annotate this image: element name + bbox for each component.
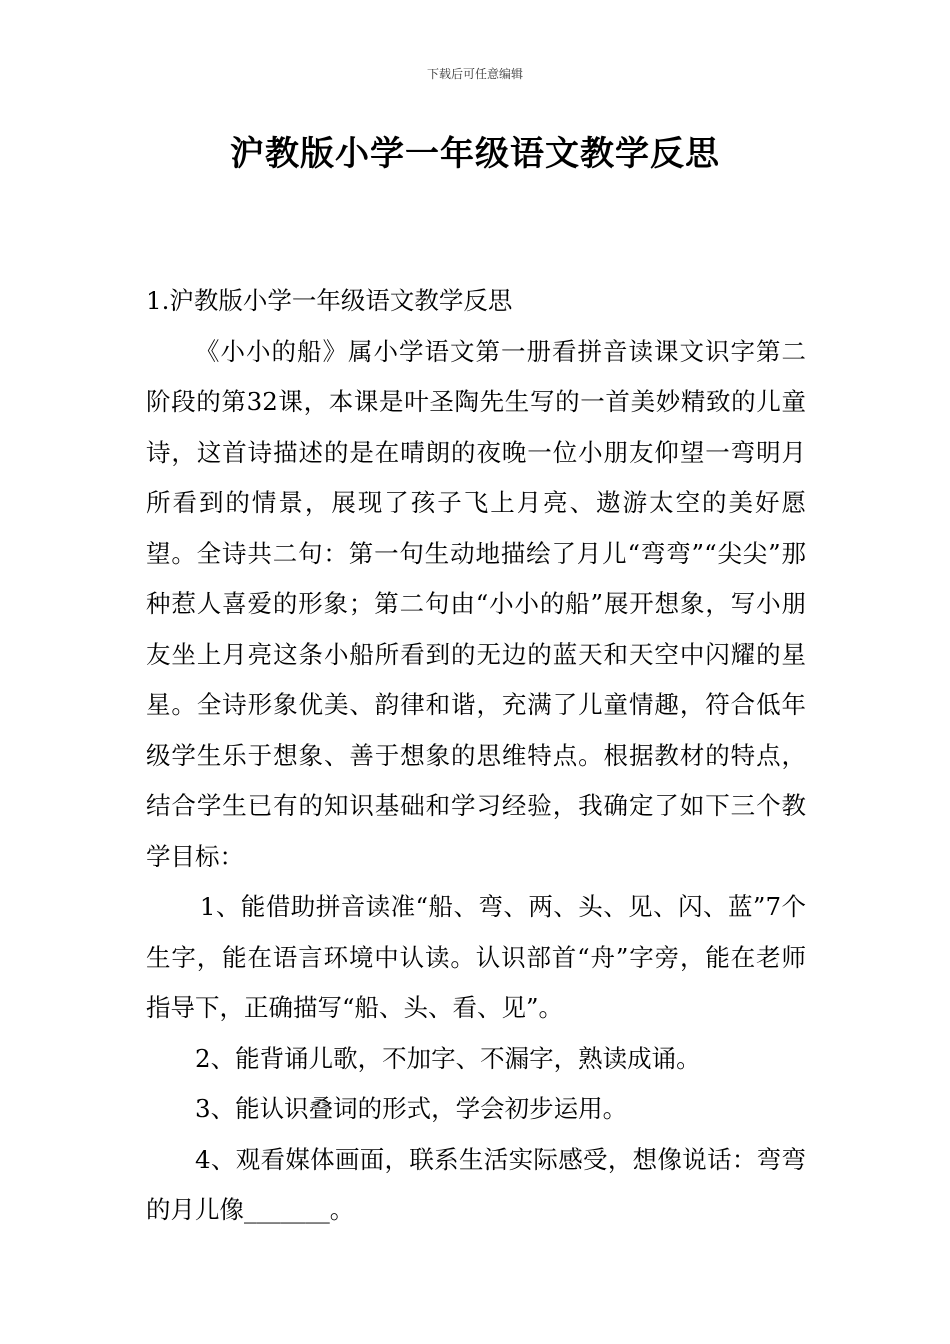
section-heading: 1.沪教版小学一年级语文教学反思 [146, 286, 513, 315]
header-note: 下载后可任意编辑 [426, 67, 523, 81]
goal-item-4: 4、观看媒体画面，联系生活实际感受，想像说话：弯弯的月儿像_______。 [146, 1144, 806, 1224]
goal-item-2: 2、能背诵儿歌，不加字、不漏字，熟读成诵。 [195, 1043, 701, 1073]
goal-item-3: 3、能认识叠词的形式，学会初步运用。 [195, 1094, 628, 1123]
document-title: 沪教版小学一年级语文教学反思 [230, 134, 720, 174]
goal-item-1: 1、能借助拼音读准“船、弯、两、头、见、闪、蓝”7个生字，能在语言环境中认读。认识部首“舟”字旁，能在老师指导下，正确描写“船、头、看、见”。 [146, 892, 806, 1022]
intro-paragraph: 《小小的船》属小学语文第一册看拼音读课文识字第二阶段的第32课，本课是叶圣陶先生写的一首美妙精致的儿童诗，这首诗描述的是在晴朗的夜晚一位小朋友仰望一弯明月所看到的情景，展现了孩子飞上月亮、遨游太空的美好愿望。全诗共二句：第一句生动地描绘了月儿“弯弯”“尖尖”那种惹人喜爱的形象；第二句由“小小的船”展开想象，写小朋友坐上月亮这条小船所看到的无边的蓝天和天空中闪耀的星星。全诗形象优美、韵律和谐，充满了儿童情趣，符合低年级学生乐于想象、善于想象的思维特点。根据教材的特点，结合学生已有的知识基础和学习经验，我确定了如下三个教学目标： [146, 336, 806, 871]
document-body [146, 276, 806, 1236]
